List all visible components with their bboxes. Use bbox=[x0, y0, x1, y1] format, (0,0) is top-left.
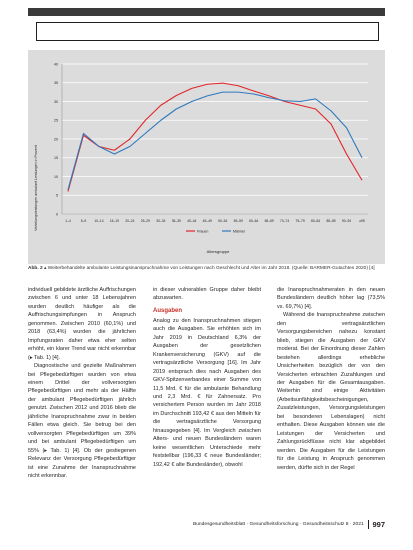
y-tick-label: 20 bbox=[54, 137, 58, 142]
series-line bbox=[68, 83, 362, 191]
figure-caption bbox=[28, 266, 385, 272]
legend-label: Frauen bbox=[197, 229, 209, 234]
paragraph: Diagnostische und gezielte Maßnahmen bei Pflegebedürftigen wurden von etwa einem Drittel der vollversorgten Pflegebedürftigen und mehr als der Hälfte der ambulant Pflegebedürftigen jährlich genutzt. Zwischen 2012 und 2016 blieb die jährliche Inanspruchnahme zwar in beiden Fällen etwa gleich. Sie betrug bei den vollversorgten Pflegebedürftigen um 39% und bei ambulant Pflegebedürftigen um 55% (▸ Tab. 1) [4]. Ob der gestiegenen Relevanz der Versorgung Pflegebedürftiger ist eine Zunahme der Inanspruchnahme nicht erkennbar. bbox=[28, 363, 136, 479]
x-tick-label: 40–44 bbox=[187, 219, 197, 223]
y-tick-label: 5 bbox=[56, 193, 58, 198]
header-box bbox=[36, 22, 379, 41]
x-tick-label: 75–79 bbox=[295, 219, 305, 223]
footer-divider bbox=[368, 520, 369, 529]
legend-label: Männer bbox=[233, 229, 246, 234]
page-footer bbox=[193, 520, 385, 529]
x-tick-label: 60–64 bbox=[249, 219, 259, 223]
x-tick-label: 25–29 bbox=[140, 219, 150, 223]
x-tick-label: 35–39 bbox=[171, 219, 181, 223]
figure-caption-text: ▴ Weiterbehandelte ambulante Leistungsinanspruchnahme von Leistungen nach Geschlecht und Alter im Jahr 2018. (Quelle: BARMER-Gutachten 2020) [4] bbox=[44, 266, 375, 271]
x-tick-label: 45–49 bbox=[202, 219, 212, 223]
x-tick-label: 85–89 bbox=[326, 219, 336, 223]
y-tick-label: 0 bbox=[56, 212, 58, 217]
x-axis-label: Altersgruppe bbox=[206, 249, 230, 254]
paragraph: in dieser vulnerablen Gruppe daher bleibt abzuwarten. bbox=[153, 287, 261, 302]
paragraph: Während die Inanspruchnahme zwischen den vertragsärztlichen Versorgungsbereichen nahezu konstant blieb, stiegen die Ausgaben der GKV moderat. Bei der Einordnung dieser Zahlen bestehen allerdings erhebliche Unsicherheiten bezüglich der von den Versicherten erbrachten Zuzahlungen und der Ausgaben für die Gesamtausgaben. Weiterhin sind einige Aktivitäten (Arbeitsunfähigkeitsbescheinigungen, Zusatzleistungen, Versorgungsleistungen bei besonderen Lebenslagen) nicht enthalten. Diese Ausgaben können wie die Leistungen der Versicherten und Zahlungsrückflüsse nicht klar abgebildet werden. Die Ausgaben für die Leistungen für die Leistung in Anspruch genommen werden, dürfte sich in der Regel bbox=[277, 312, 385, 471]
page-number: 997 bbox=[372, 520, 385, 529]
figure-panel bbox=[28, 50, 385, 264]
body-column-3 bbox=[277, 286, 385, 472]
x-tick-label: 30–34 bbox=[156, 219, 166, 223]
chart-series bbox=[68, 83, 362, 191]
y-tick-label: 15 bbox=[54, 156, 58, 161]
x-tick-label: 90–94 bbox=[341, 219, 352, 223]
figure-caption-label: Abb. 2 bbox=[28, 266, 43, 271]
y-tick-label: 30 bbox=[54, 99, 58, 104]
y-tick-label: 35 bbox=[54, 81, 58, 86]
x-tick-label: 10–14 bbox=[94, 219, 104, 223]
x-tick-label: 80–84 bbox=[310, 219, 321, 223]
y-tick-label: 10 bbox=[54, 174, 58, 179]
y-tick-label: 40 bbox=[54, 62, 58, 67]
x-tick-label: 50–54 bbox=[218, 219, 228, 223]
paragraph: individuell gebildete ärztliche Auffrischungen zwischen 6 und unter 18 Lebensjahren wurden deutlich häufiger als die Auffrischungsimpfungen in Anspruch genommen. Zwischen 2010 (60,1%) und 2018 (63,4%) wurden die jährlichen Impfungsraten daher etwa eher selten erhöht, ein klarer Trend war nicht erkennbar (▸ Tab. 1) [4]. bbox=[28, 287, 136, 361]
paragraph: die Inanspruchnahmeraten in den neuen Bundesländern deutlich höher lag (73,5% vs. 69,7%) [4]. bbox=[277, 287, 385, 310]
chart-legend bbox=[186, 229, 246, 233]
journal-name: Bundesgesundheitsblatt · Gesundheitsforschung · Gesundheitsschutz 8 · 2021 bbox=[192, 522, 364, 527]
paragraph: Analog zu den Inanspruchnahmen stiegen auch die Ausgaben. Sie erhöhten sich im Jahr 2019 in Deutschland 6,3% der Ausgaben der gesetzlichen Krankenversicherung (GKV) auf die vertragsärztliche Versorgung [16]. Im Jahr 2019 entsprach dies nach Ausgaben des GKV-Spitzenverbandes einer Summe von 11,5 Mrd. € für die ambulante Behandlung und 2,3 Mrd. € für Zahnersatz. Pro versichertem Person wurden im Jahr 2018 im Durchschnitt 193,42 € aus den Mitteln für die vertragsärztliche Versorgung hinausgegeben [4]. Im Vergleich zwischen Alters- und neuen Bundesländern waren keine wesentlichen Unterschiede mehr feststellbar (196,33 € neue Bundesländer; 192,42 € alte Bundesländer), obwohl bbox=[153, 317, 261, 468]
chart-axes bbox=[54, 62, 368, 223]
x-tick-label: 65–69 bbox=[264, 219, 274, 223]
x-tick-label: 5–9 bbox=[80, 219, 87, 223]
x-tick-label: 1–4 bbox=[65, 219, 71, 223]
y-axis-label: Verteilungsleistungen ambulant Leistungen in Prozent bbox=[34, 145, 38, 231]
line-chart bbox=[28, 50, 385, 264]
chart-grid bbox=[62, 64, 368, 214]
y-tick-label: 25 bbox=[54, 118, 58, 123]
x-tick-label: 55–59 bbox=[233, 219, 243, 223]
x-tick-label: 15–19 bbox=[109, 219, 120, 223]
x-tick-label: ≥95 bbox=[359, 219, 365, 223]
header-rule bbox=[28, 8, 385, 16]
x-tick-label: 20–24 bbox=[125, 219, 135, 223]
body-column-1 bbox=[28, 286, 136, 480]
section-heading: Ausgaben bbox=[153, 307, 183, 314]
body-column-2 bbox=[153, 286, 261, 469]
x-tick-label: 70–74 bbox=[280, 219, 290, 223]
series-line bbox=[68, 92, 362, 190]
